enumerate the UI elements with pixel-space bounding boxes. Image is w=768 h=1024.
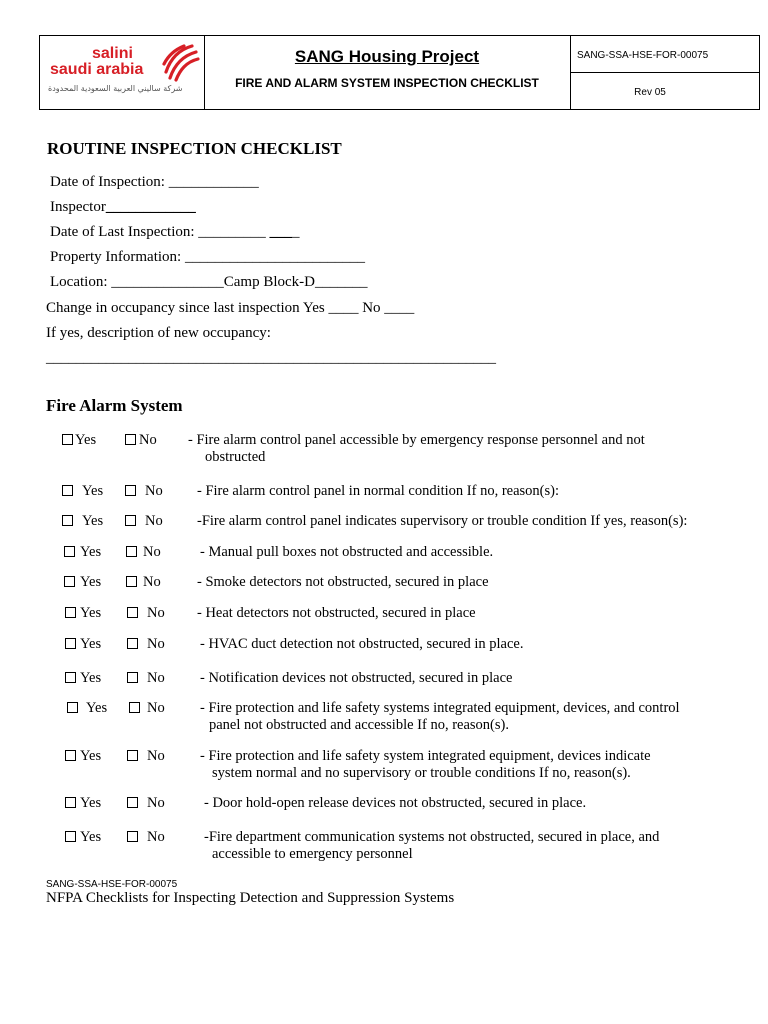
occupancy-change-field: Change in occupancy since last inspection Yes ____ No ____ bbox=[46, 300, 415, 316]
yes-label: Yes bbox=[80, 795, 102, 811]
logo-arabic-text: شركة ساليني العربية السعودية المحدودة bbox=[48, 84, 183, 93]
logo-text-line1: salini bbox=[92, 45, 133, 62]
yes-label: Yes bbox=[80, 829, 102, 845]
date-last-blank: ___ bbox=[269, 224, 293, 240]
item-description: - Smoke detectors not obstructed, secured in place bbox=[197, 574, 489, 590]
no-checkbox[interactable] bbox=[127, 750, 138, 761]
footer-reference: NFPA Checklists for Inspecting Detection and Suppression Systems bbox=[46, 890, 455, 906]
yes-checkbox[interactable] bbox=[65, 672, 76, 683]
no-label: No bbox=[143, 544, 161, 560]
item-description: - Fire alarm control panel accessible by emergency response personnel and not bbox=[188, 432, 645, 448]
yes-label: Yes bbox=[80, 544, 102, 560]
no-label: No bbox=[145, 483, 163, 499]
location-value: _______________Camp Block-D_______ bbox=[111, 274, 368, 290]
doc-code-cell bbox=[571, 36, 760, 73]
description-line: ____________________________________________________________ bbox=[46, 350, 496, 366]
no-label: No bbox=[147, 748, 165, 764]
item-description: - Notification devices not obstructed, secured in place bbox=[200, 670, 513, 686]
footer-doc-code: SANG-SSA-HSE-FOR-00075 bbox=[46, 879, 178, 890]
no-label: No bbox=[147, 670, 165, 686]
item-description: -Fire department communication systems not obstructed, secured in place, and bbox=[204, 829, 660, 845]
item-description-continued: accessible to emergency personnel bbox=[212, 846, 413, 862]
property-information-field: Property Information: ________________________ bbox=[50, 249, 365, 265]
yes-checkbox[interactable] bbox=[64, 546, 75, 557]
item-description-continued: panel not obstructed and accessible If no, reason(s). bbox=[209, 717, 509, 733]
item-description: - Fire protection and life safety system integrated equipment, devices indicate bbox=[200, 748, 651, 764]
yes-checkbox[interactable] bbox=[62, 434, 73, 445]
no-checkbox[interactable] bbox=[127, 831, 138, 842]
no-checkbox[interactable] bbox=[125, 434, 136, 445]
yes-label: Yes bbox=[80, 574, 102, 590]
inspector-blank: ____________ bbox=[105, 199, 196, 215]
item-description: - Door hold-open release devices not obstructed, secured in place. bbox=[204, 795, 587, 811]
no-checkbox[interactable] bbox=[127, 638, 138, 649]
yes-label: Yes bbox=[80, 605, 102, 621]
no-checkbox[interactable] bbox=[127, 672, 138, 683]
no-label: No bbox=[145, 513, 163, 529]
yes-label: Yes bbox=[80, 670, 102, 686]
item-description: - HVAC duct detection not obstructed, secured in place. bbox=[200, 636, 524, 652]
yes-checkbox[interactable] bbox=[65, 750, 76, 761]
yes-checkbox[interactable] bbox=[67, 702, 78, 713]
item-description: - Fire alarm control panel in normal condition If no, reason(s): bbox=[197, 483, 559, 499]
item-description: - Fire protection and life safety systems integrated equipment, devices, and control bbox=[200, 700, 680, 716]
no-checkbox[interactable] bbox=[129, 702, 140, 713]
yes-label: Yes bbox=[80, 636, 102, 652]
no-checkbox[interactable] bbox=[125, 515, 136, 526]
item-description: - Manual pull boxes not obstructed and accessible. bbox=[200, 544, 494, 560]
no-label: No bbox=[143, 574, 161, 590]
no-label: No bbox=[139, 432, 157, 448]
yes-label: Yes bbox=[86, 700, 108, 716]
section-title: ROUTINE INSPECTION CHECKLIST bbox=[47, 139, 342, 158]
location-field bbox=[50, 274, 367, 291]
revision: Rev 05 bbox=[634, 87, 666, 98]
no-label: No bbox=[147, 636, 165, 652]
no-label: No bbox=[147, 700, 165, 716]
no-checkbox[interactable] bbox=[125, 485, 136, 496]
yes-checkbox[interactable] bbox=[62, 485, 73, 496]
no-label: No bbox=[147, 829, 165, 845]
project-title: SANG Housing Project bbox=[294, 47, 480, 66]
logo-stripes-icon bbox=[158, 42, 200, 82]
no-label: No bbox=[147, 795, 165, 811]
doc-code: SANG-SSA-HSE-FOR-00075 bbox=[577, 50, 709, 61]
revision-cell bbox=[571, 73, 760, 109]
date-of-inspection-field: Date of Inspection: ____________ bbox=[50, 174, 259, 190]
new-occupancy-label: If yes, description of new occupancy: bbox=[46, 325, 271, 341]
yes-label: Yes bbox=[80, 748, 102, 764]
no-label: No bbox=[147, 605, 165, 621]
yes-label: Yes bbox=[82, 513, 104, 529]
yes-checkbox[interactable] bbox=[65, 607, 76, 618]
no-checkbox[interactable] bbox=[127, 797, 138, 808]
yes-label: Yes bbox=[82, 483, 104, 499]
fire-alarm-title: Fire Alarm System bbox=[46, 396, 183, 415]
checklist-title: FIRE AND ALARM SYSTEM INSPECTION CHECKLIST bbox=[235, 76, 539, 90]
yes-checkbox[interactable] bbox=[64, 576, 75, 587]
date-last-tail: _ bbox=[292, 224, 300, 240]
date-last-inspection-field bbox=[50, 224, 300, 241]
location-label: Location: bbox=[50, 274, 112, 290]
document-header bbox=[39, 35, 760, 110]
yes-checkbox[interactable] bbox=[65, 797, 76, 808]
yes-checkbox[interactable] bbox=[62, 515, 73, 526]
logo-text-line2: saudi arabia bbox=[50, 61, 144, 78]
date-last-label: Date of Last Inspection: _________ bbox=[50, 224, 270, 240]
title-cell bbox=[204, 36, 571, 109]
item-description: - Heat detectors not obstructed, secured in place bbox=[197, 605, 476, 621]
inspector-label: Inspector bbox=[50, 199, 106, 215]
item-description-continued: obstructed bbox=[205, 449, 266, 465]
no-checkbox[interactable] bbox=[126, 576, 137, 587]
yes-checkbox[interactable] bbox=[65, 831, 76, 842]
yes-checkbox[interactable] bbox=[65, 638, 76, 649]
no-checkbox[interactable] bbox=[126, 546, 137, 557]
inspector-field bbox=[50, 199, 196, 216]
no-checkbox[interactable] bbox=[127, 607, 138, 618]
yes-label: Yes bbox=[75, 432, 97, 448]
item-description: -Fire alarm control panel indicates supervisory or trouble condition If yes, reason(s): bbox=[197, 513, 688, 529]
logo-cell bbox=[40, 36, 205, 109]
item-description-continued: system normal and no supervisory or trouble conditions If no, reason(s). bbox=[212, 765, 631, 781]
